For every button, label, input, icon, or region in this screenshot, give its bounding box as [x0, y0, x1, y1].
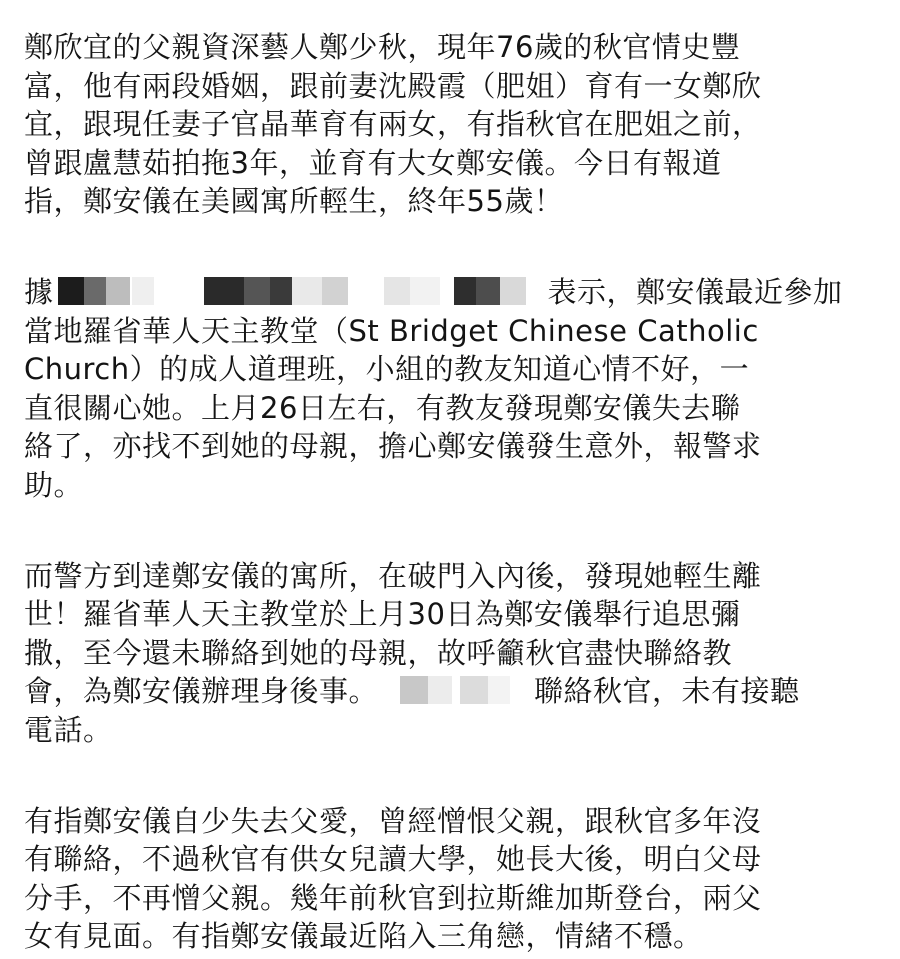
text-fragment: 表示，鄭安儀最近參加: [547, 274, 843, 309]
text-line: 撒，至今還未聯絡到她的母親，故呼籲秋官盡快聯絡教: [24, 635, 733, 670]
text-line: 曾跟盧慧茹拍拖3年，並育有大女鄭安儀。今日有報道: [24, 145, 722, 180]
redacted-name-block: [400, 676, 520, 706]
redacted-source-block: [54, 277, 542, 307]
paragraph-1: [24, 28, 874, 221]
text-line: 而警方到達鄭安儀的寓所，在破門入內後，發現她輕生離: [24, 558, 762, 593]
text-line: 電話。: [24, 712, 113, 747]
article-body: [24, 28, 874, 956]
paragraph-3: [24, 557, 874, 750]
text-line: Church）的成人道理班，小組的教友知道心情不好，一: [24, 352, 750, 387]
text-line: 直很關心她。上月26日左右，有教友發現鄭安儀失去聯: [24, 390, 741, 425]
text-line: 鄭欣宜的父親資深藝人鄭少秋，現年76歲的秋官情史豐: [24, 30, 741, 64]
text-line: 宜，跟現任妻子官晶華育有兩女，有指秋官在肥姐之前，: [24, 107, 762, 142]
text-line: 世！羅省華人天主教堂於上月30日為鄭安儀舉行追思彌: [24, 597, 741, 632]
text-line-with-redaction: [24, 672, 874, 711]
text-fragment: 據: [24, 274, 54, 309]
text-fragment: 會，為鄭安儀辦理身後事。: [24, 674, 379, 709]
text-line: 當地羅省華人天主教堂（St Bridget Chinese Catholic: [24, 313, 759, 348]
text-line: 有指鄭安儀自少失去父愛，曾經憎恨父親，跟秋官多年沒: [24, 803, 762, 838]
text-line: 富，他有兩段婚姻，跟前妻沈殿霞（肥姐）育有一女鄭欣: [24, 68, 762, 103]
text-line-with-redaction: [24, 273, 874, 312]
paragraph-4: [24, 802, 874, 956]
text-line: 女有見面。有指鄭安儀最近陷入三角戀，情緒不穩。: [24, 919, 703, 954]
text-line: 助。: [24, 467, 84, 502]
text-line: 絡了，亦找不到她的母親，擔心鄭安儀發生意外，報警求: [24, 429, 762, 464]
text-fragment: 聯絡秋官，未有接聽: [534, 674, 800, 709]
paragraph-2: [24, 273, 874, 505]
text-line: 指，鄭安儀在美國寓所輕生，終年55歲！: [24, 184, 564, 219]
text-line: 有聯絡，不過秋官有供女兒讀大學，她長大後，明白父母: [24, 842, 762, 877]
text-line: 分手，不再憎父親。幾年前秋官到拉斯維加斯登台，兩父: [24, 880, 762, 915]
